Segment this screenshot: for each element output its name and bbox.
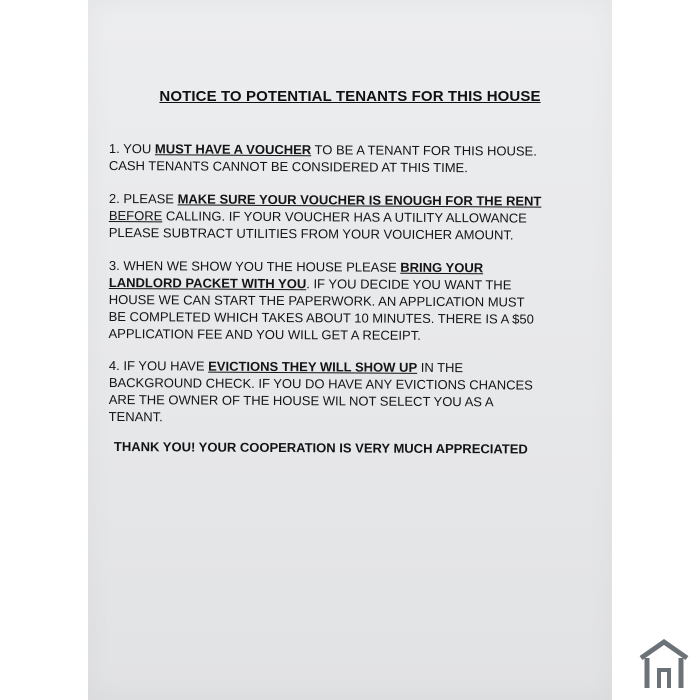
emphasis-text: LANDLORD PACKET WITH YOU (108, 274, 307, 292)
notice-sheet (88, 0, 612, 700)
emphasis-text: MAKE SURE YOUR VOUCHER IS ENOUGH FOR THE RENT (177, 191, 542, 209)
thank-you-line: THANK YOU! YOUR COOPERATION IS VERY MUCH APPRECIATED (113, 439, 528, 457)
notice-item-1 (109, 140, 601, 177)
text-span: CALLING. IF YOUR VOUCHER HAS A UTILITY ALLOWANCE (162, 208, 527, 226)
house-outline-icon (637, 638, 691, 690)
emphasis-text: EVICTIONS THEY WILL SHOW UP (208, 358, 418, 375)
text-span: 4. IF YOU HAVE (108, 357, 209, 374)
text-span: 2. PLEASE (108, 190, 178, 207)
notice-title: NOTICE TO POTENTIAL TENANTS FOR THIS HOUSE (159, 88, 541, 105)
text-span: . IF YOU DECIDE YOU WANT THE (306, 276, 512, 293)
underlined-text: BEFORE (108, 207, 163, 224)
item-4-line-3: ARE THE OWNER OF THE HOUSE WIL NOT SELECT YOU AS A (108, 391, 494, 410)
item-3-line-4: BE COMPLETED WHICH TAKES ABOUT 10 MINUTES. THERE IS A $50 (108, 308, 534, 327)
notice-item-3 (108, 257, 601, 345)
item-3-line-3: HOUSE WE CAN START THE PAPERWORK. AN APPLICATION MUST (108, 291, 525, 310)
emphasis-text: BRING YOUR (400, 259, 484, 276)
item-2-line-3: PLEASE SUBTRACT UTILITIES FROM YOUR VOUICHER AMOUNT. (108, 224, 514, 243)
text-span: TO BE A TENANT FOR THIS HOUSE. (311, 142, 537, 159)
item-1-line-2: CASH TENANTS CANNOT BE CONSIDERED AT THIS TIME. (108, 157, 468, 176)
text-span: IN THE (417, 359, 464, 376)
emphasis-text: MUST HAVE A VOUCHER (154, 141, 312, 158)
notice-item-4 (109, 357, 601, 428)
notice-item-2 (109, 190, 601, 244)
text-span: 1. YOU (108, 140, 156, 157)
item-4-line-4: TENANT. (108, 408, 163, 425)
item-3-line-5: APPLICATION FEE AND YOU WILL GET A RECEIPT. (108, 325, 421, 343)
text-span: 3. WHEN WE SHOW YOU THE HOUSE PLEASE (108, 257, 401, 275)
item-4-line-2: BACKGROUND CHECK. IF YOU DO HAVE ANY EVICTIONS CHANCES (108, 374, 533, 393)
